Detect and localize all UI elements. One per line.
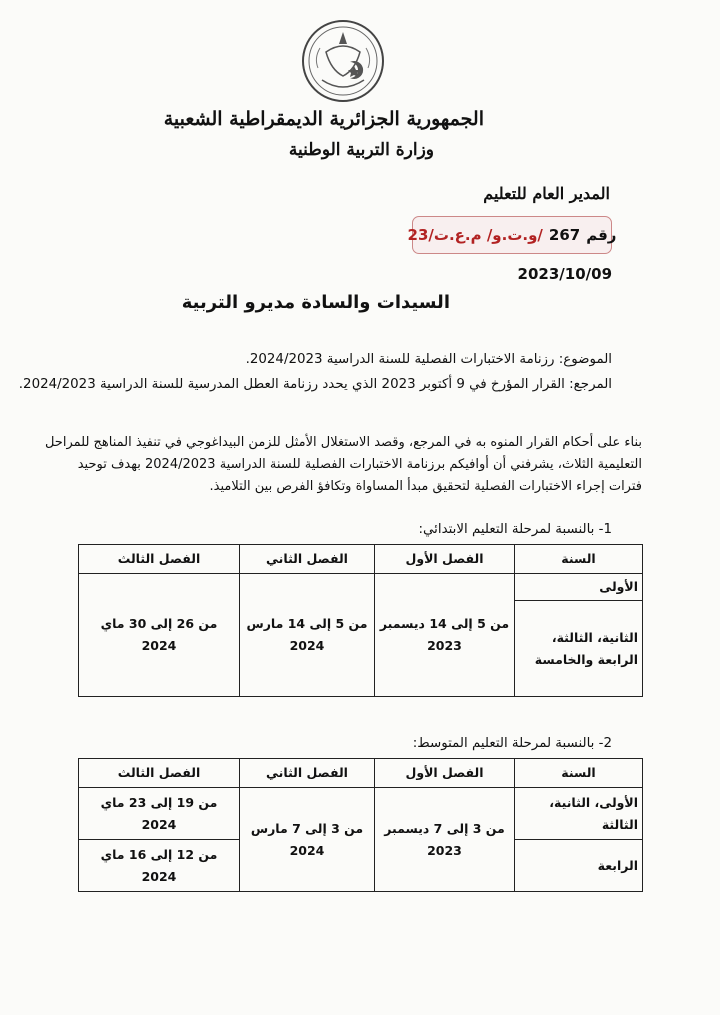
ministry-name: وزارة التربية الوطنية [288,140,434,160]
middle-exam-table [78,758,643,892]
primary-section-title: 1- بالنسبة لمرحلة التعليم الابتدائي: [418,522,612,537]
term2-cell: من 3 إلى 7 مارس 2024 [240,788,375,892]
letter-date: 2023/10/09 [517,265,612,283]
year-cell: الثانية، الثالثة، الرابعة والخامسة [515,601,643,697]
header-term3: الفصل الثالث [79,545,240,574]
header-year: السنة [515,545,643,574]
reference-line: المرجع: القرار المؤرخ في 9 أكتوبر 2023 الذي يحدد رزنامة العطل المدرسية للسنة الدراسية 2024/2023. [18,377,612,392]
table-row [79,574,643,601]
body-paragraph: بناء على أحكام القرار المنوه به في المرجع، وقصد الاستغلال الأمثل للزمن البيداغوجي في تنفيذ المناهج للمراحل التعليمية الثلاث، يشرفني أن أوافيكم برزنامة الاختبارات الفصلية للسنة الدراسية 2024/2023 بهدف توحيد فترات إجراء الاختبارات الفصلية لتحقيق مبدأ المساواة وتكافؤ الفرص بين التلاميذ. [44,435,642,494]
addressee: السيدات والسادة مديرو التربية [181,292,450,313]
term1-cell: من 5 إلى 14 ديسمبر 2023 [375,574,515,697]
table-header-row [79,759,643,788]
table-row [79,788,643,840]
term2-cell: من 5 إلى 14 مارس 2024 [240,574,375,697]
director-title: المدير العام للتعليم [483,184,610,203]
table-header-row [79,545,643,574]
ref-code: /و.ت.و/ م.ع.ت/23 [407,226,543,244]
header-year: السنة [515,759,643,788]
ref-number: 267 [548,226,581,244]
reference-number-box [407,216,617,254]
term3-cell: من 12 إلى 16 ماي 2024 [79,840,240,892]
header-term1: الفصل الأول [375,759,515,788]
term3-cell: من 26 إلى 30 ماي 2024 [79,574,240,697]
header-term2: الفصل الثاني [240,545,375,574]
algeria-emblem-seal [300,18,386,104]
middle-section-title: 2- بالنسبة لمرحلة التعليم المتوسط: [412,736,612,751]
header-term1: الفصل الأول [375,545,515,574]
primary-exam-table [78,544,643,697]
term3-cell: من 19 إلى 23 ماي 2024 [79,788,240,840]
header-term2: الفصل الثاني [240,759,375,788]
year-cell: الرابعة [515,840,643,892]
ref-label: رقم [586,226,617,244]
year-cell: الأولى [515,574,643,601]
subject-line: الموضوع: رزنامة الاختبارات الفصلية للسنة الدراسية 2024/2023. [245,352,612,367]
year-cell: الأولى، الثانية، الثالثة [515,788,643,840]
header-term3: الفصل الثالث [79,759,240,788]
term1-cell: من 3 إلى 7 ديسمبر 2023 [375,788,515,892]
republic-name: الجمهورية الجزائرية الديمقراطية الشعبية [163,108,484,130]
